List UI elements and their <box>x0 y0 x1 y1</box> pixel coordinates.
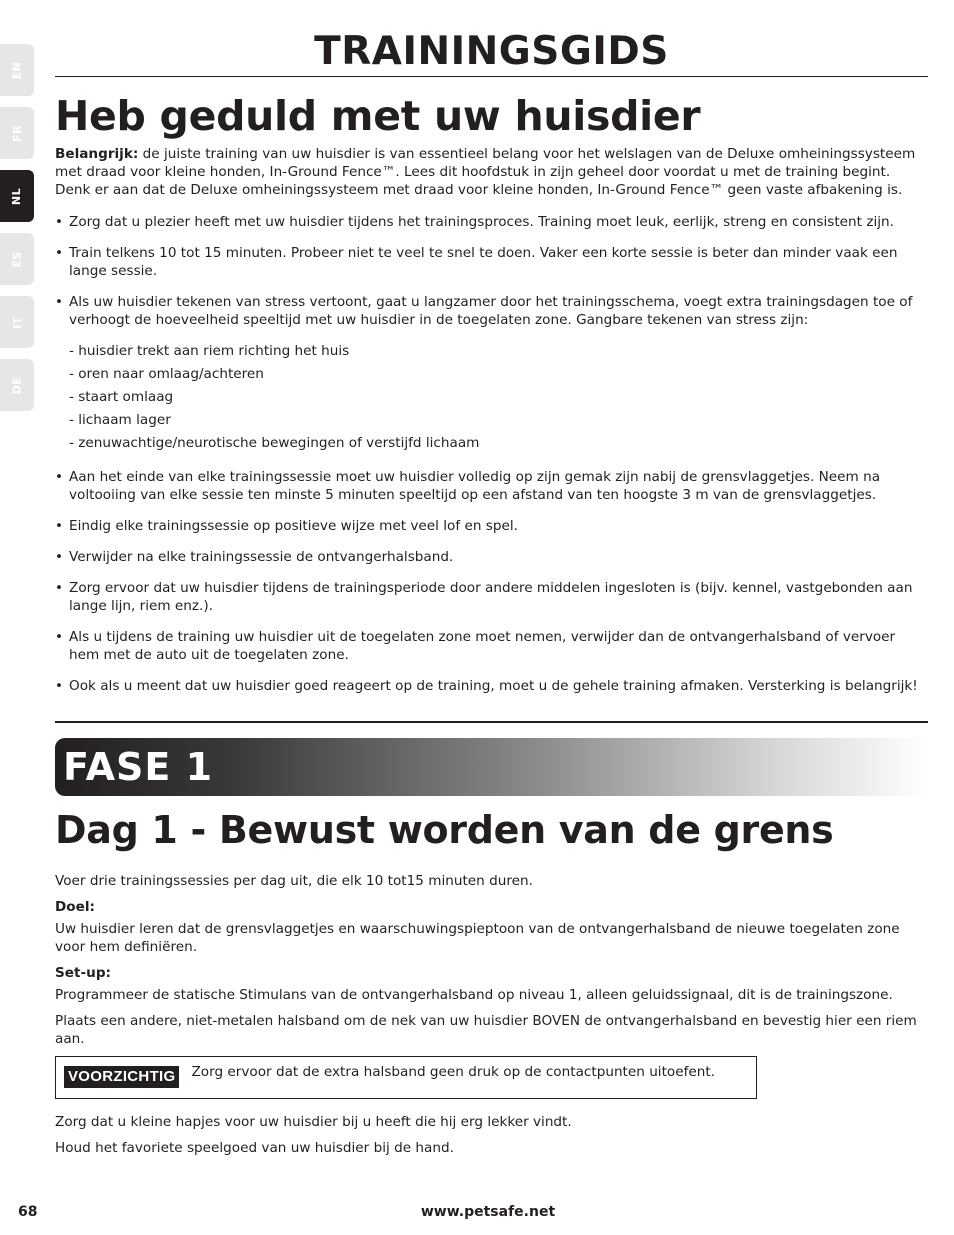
lang-tab-fr[interactable] <box>0 107 34 159</box>
intro-paragraph <box>55 145 928 199</box>
list-item: • Aan het einde van elke trainingssessie moet uw huisdier volledig op zijn gemak zijn nabij de grensvlaggetjes. Neem na voltooiing van elke sessie ten minste 5 minuten speeltijd op een afstand van ten hoogste 3 m van de grensvlaggetjes. <box>55 468 928 504</box>
list-item: • Train telkens 10 tot 15 minuten. Probeer niet te veel te snel te doen. Vaker een korte sessie is beter dan minder vaak een lange sessie. <box>55 244 928 280</box>
goal-label: Doel: <box>55 899 95 915</box>
setup-label: Set-up: <box>55 965 111 981</box>
setup-line: Programmeer de statische Stimulans van de ontvangerhalsband op niveau 1, alleen geluidssignaal, dit is de trainingszone. <box>55 987 893 1003</box>
lang-tab-label: DE <box>10 376 24 394</box>
lang-tab-label: EN <box>10 61 24 79</box>
list-item: • Als u tijdens de training uw huisdier uit de toegelaten zone moet nemen, verwijder dan de ontvangerhalsband of vervoer hem met de auto uit de toegelaten zone. <box>55 628 928 664</box>
day-section <box>55 872 928 1157</box>
list-item: - staart omlaag <box>69 389 174 405</box>
caution-text: Zorg ervoor dat de extra halsband geen druk op de contactpunten uitoefent. <box>191 1064 716 1080</box>
tips-list-continued <box>55 468 928 695</box>
lang-tab-nl[interactable] <box>0 170 34 222</box>
lang-tab-label: ES <box>10 250 24 268</box>
phase-banner-label: FASE 1 <box>63 745 214 789</box>
stress-signs-list <box>55 340 928 455</box>
tips-list <box>55 213 928 329</box>
setup-line: Plaats een andere, niet-metalen halsband om de nek van uw huisdier BOVEN de ontvangerhalsband en bevestig hier een riem aan. <box>55 1013 917 1047</box>
list-item: - huisdier trekt aan riem richting het huis <box>69 343 350 359</box>
day-title: Dag 1 - Bewust worden van de grens <box>55 808 834 852</box>
caution-box <box>55 1056 757 1099</box>
section-title: Heb geduld met uw huisdier <box>55 92 701 140</box>
caution-label: VOORZICHTIG <box>64 1066 179 1088</box>
lang-tab-label: NL <box>10 187 24 205</box>
lang-tab-es[interactable] <box>0 233 34 285</box>
lang-tab-de[interactable] <box>0 359 34 411</box>
footer-url[interactable]: www.petsafe.net <box>420 1204 556 1220</box>
section-divider <box>55 721 928 723</box>
closing-line: Houd het favoriete speelgoed van uw huisdier bij de hand. <box>55 1140 454 1156</box>
page-header: TRAININGSGIDS <box>314 29 669 74</box>
lang-tab-label: IT <box>10 315 24 329</box>
page-content <box>55 0 928 1165</box>
list-item: • Zorg dat u plezier heeft met uw huisdier tijdens het trainingsproces. Training moet leuk, eerlijk, streng en consistent zijn. <box>55 213 928 231</box>
list-item: • Eindig elke trainingssessie op positieve wijze met veel lof en spel. <box>55 517 928 535</box>
intro-bold-label: Belangrijk: <box>55 146 139 162</box>
day-intro: Voer drie trainingssessies per dag uit, die elk 10 tot15 minuten duren. <box>55 873 533 889</box>
list-item: • Verwijder na elke trainingssessie de ontvangerhalsband. <box>55 548 928 566</box>
list-item: • Zorg ervoor dat uw huisdier tijdens de trainingsperiode door andere middelen ingesloten is (bijv. kennel, vastgebonden aan lange lijn, riem enz.). <box>55 579 928 615</box>
lang-tab-it[interactable] <box>0 296 34 348</box>
header-divider <box>55 76 928 77</box>
list-item: - oren naar omlaag/achteren <box>69 366 264 382</box>
closing-line: Zorg dat u kleine hapjes voor uw huisdier bij u heeft die hij erg lekker vindt. <box>55 1114 572 1130</box>
lang-tab-en[interactable] <box>0 44 34 96</box>
goal-text: Uw huisdier leren dat de grensvlaggetjes en waarschuwingspieptoon van de ontvangerhalsband de nieuwe toegelaten zone voor hem definiëren. <box>55 921 900 955</box>
list-item: - zenuwachtige/neurotische bewegingen of verstijfd lichaam <box>69 435 480 451</box>
list-item: • Als uw huisdier tekenen van stress vertoont, gaat u langzamer door het trainingsschema, voegt extra trainingsdagen toe of verhoogt de hoeveelheid speeltijd met uw huisdier in de toegelaten zone. Gangbare tekenen van stress zijn: <box>55 293 928 329</box>
intro-text: de juiste training van uw huisdier is van essentieel belang voor het welslagen van de Deluxe omheiningssysteem met draad voor kleine honden, In-Ground Fence™. Lees dit hoofdstuk in zijn geheel door voordat u met de training begint. Denk er aan dat de Deluxe omheiningssysteem met draad voor kleine honden, In-Ground Fence™ geen vaste afbakening is. <box>55 146 916 198</box>
page-number: 68 <box>18 1204 38 1220</box>
list-item: • Ook als u meent dat uw huisdier goed reageert op de training, moet u de gehele training afmaken. Versterking is belangrijk! <box>55 677 928 695</box>
lang-tab-label: FR <box>10 124 24 142</box>
phase-banner <box>55 738 928 796</box>
language-tabs <box>0 44 34 422</box>
list-item: - lichaam lager <box>69 412 171 428</box>
